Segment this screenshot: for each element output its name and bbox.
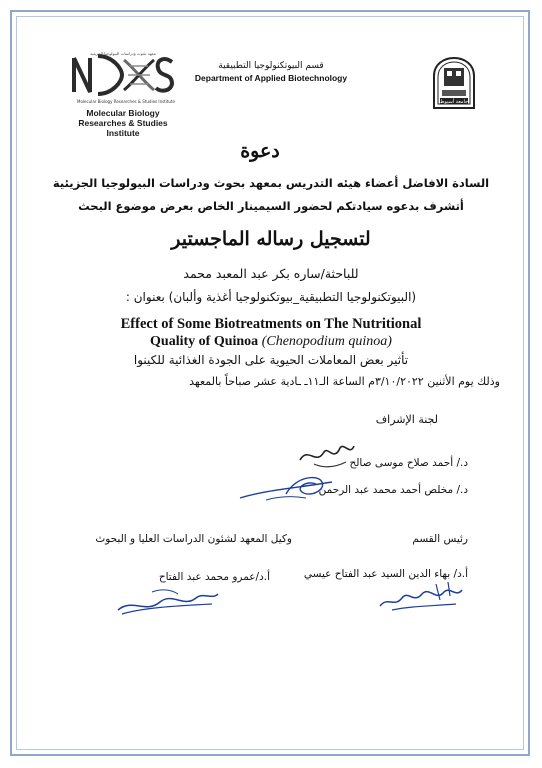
thesis-title-en-line-1: Effect of Some Biotreatments on The Nutritional bbox=[120, 316, 422, 332]
thesis-heading: لتسجيل رساله الماجستير bbox=[171, 228, 371, 250]
signature-department-head bbox=[372, 578, 468, 614]
svg-text:جامعة أسيوط: جامعة أسيوط bbox=[439, 99, 469, 105]
committee-heading: لجنة الإشراف bbox=[375, 413, 438, 426]
committee-member-2: د./ مخلص أحمد محمد عبد الرحمن bbox=[318, 484, 468, 496]
thesis-title-en-line-2 bbox=[60, 334, 482, 350]
signature-member-1 bbox=[294, 438, 358, 472]
institute-logo bbox=[64, 50, 182, 138]
specialization-line: (البيوتكنولوجيا التطبيقية_بيوتكنولوجيا أغذية وألبان) بعنوان : bbox=[125, 290, 417, 304]
department-head-name: أ.د/ بهاء الدين السيد عبد الفتاح عيسي bbox=[303, 568, 468, 580]
department-block bbox=[192, 60, 350, 84]
signature-vice-dean bbox=[112, 584, 222, 618]
invitation-line-1: السادة الافاضل أعضاء هيئه التدريس بمعهد بحوث ودراسات البيولوجيا الجزيئية bbox=[52, 176, 490, 190]
vice-dean-title: وكيل المعهد لشئون الدراسات العليا و البحوث bbox=[95, 533, 292, 545]
university-seal bbox=[430, 56, 478, 110]
thesis-title-en-species: (Chenopodium quinoa) bbox=[261, 334, 392, 349]
vice-dean-name: أ.د/عمرو محمد عبد الفتاح bbox=[158, 571, 270, 583]
department-name-en: Department of Applied Biotechnology bbox=[194, 73, 348, 83]
thesis-title-ar: تأثير بعض المعاملات الحيوية على الجودة الغذائية للكينوا bbox=[133, 353, 409, 367]
researcher-name: للباحثة/ساره بكر عبد المعبد محمد bbox=[183, 266, 359, 281]
signature-member-2 bbox=[236, 470, 336, 506]
logo-caption: Molecular Biology Researches & Studies Institute bbox=[77, 99, 175, 104]
university-seal-icon bbox=[430, 56, 478, 110]
department-name-ar: قسم البيوتكنولوجيا التطبيقية bbox=[218, 61, 324, 71]
thesis-title-en-prefix: Quality of Quinoa bbox=[150, 334, 262, 349]
department-head-title: رئيس القسم bbox=[412, 533, 468, 545]
invitation-title: دعوة bbox=[240, 140, 280, 162]
institute-name: Molecular Biology Researches & Studies Institute bbox=[78, 108, 168, 138]
dna-helix-icon bbox=[64, 50, 182, 100]
seminar-datetime: وذلك يوم الأثنين ٣/١٠/٢٠٢٢م الساعة الـ١١ـ ـادية عشر صباحاً بالمعهد bbox=[189, 375, 500, 388]
invitation-line-2: أتشرف بدعوه سيادتكم لحضور السيمينار الخاص بعرض موضوع البحث bbox=[78, 199, 464, 213]
committee-member-1: د./ أحمد صلاح موسى صالح bbox=[349, 457, 468, 469]
svg-text:معهد بحوث ودراسات البيولوجيا ا: معهد بحوث ودراسات البيولوجيا الجزيئية bbox=[90, 51, 156, 56]
